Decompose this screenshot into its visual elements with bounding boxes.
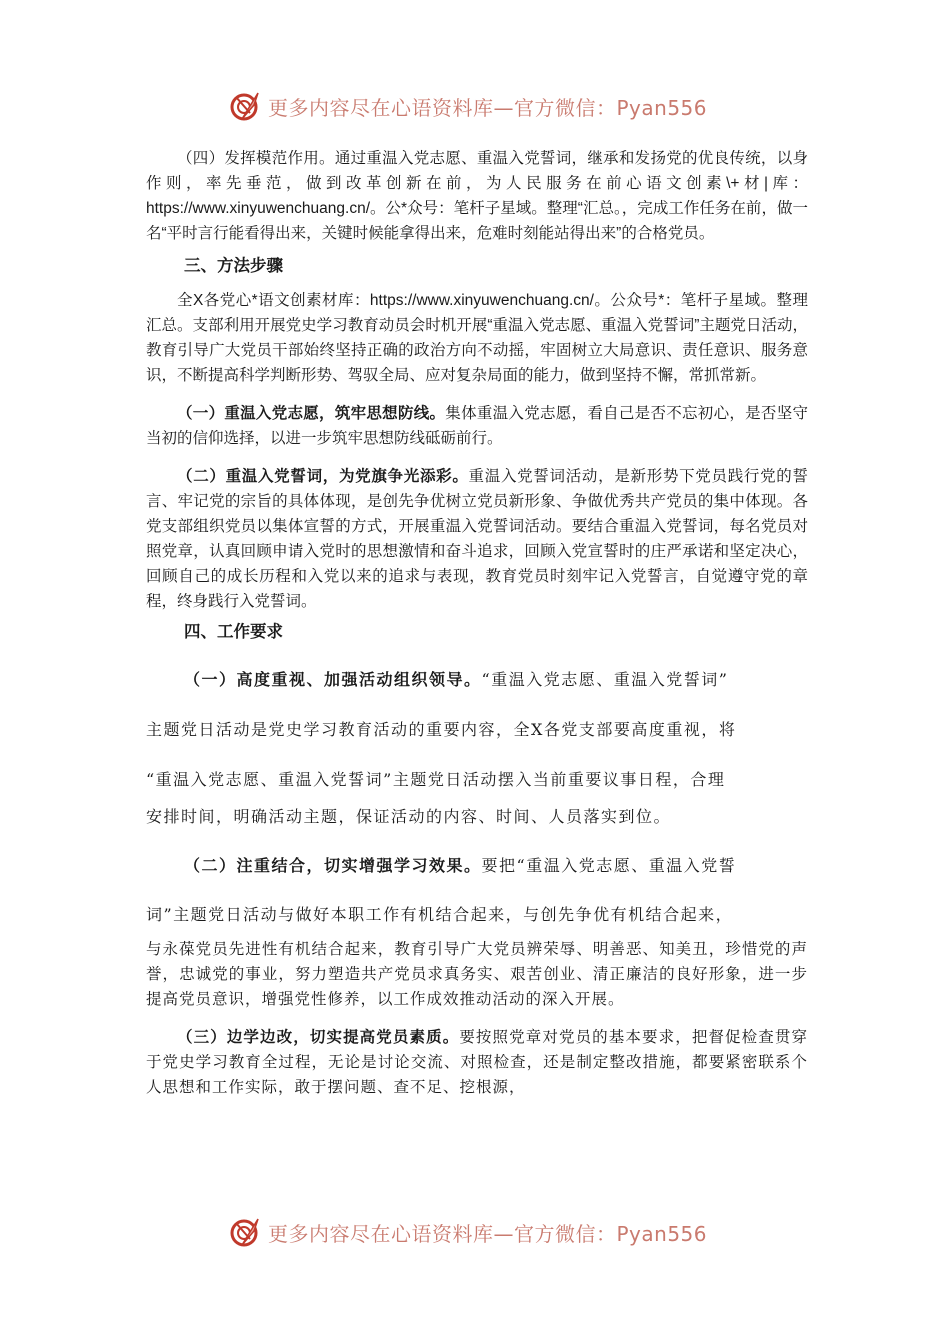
method-1-text: 集体重温入党志愿，看自己是否不忘初心，是否坚守当初的信仰选择，以进一步筑牢思想防线砥砺前行。: [146, 404, 808, 447]
paragraph-method-1: [146, 400, 808, 451]
paragraph-method-2: [146, 463, 808, 614]
requirement-2-text-a: 要把“重温入党志愿、重温入党誓: [481, 856, 737, 875]
requirement-1-line-1: [146, 667, 808, 692]
header-watermark-banner: [228, 86, 728, 126]
requirement-2-line-2: 词”主题党日活动与做好本职工作有机结合起来，与创先争优有机结合起来，: [146, 905, 734, 924]
requirement-1-line-2: 主题党日活动是党史学习教育活动的重要内容，全X各党支部要高度重视，将: [146, 720, 737, 739]
method-2-text: 重温入党誓词活动，是新形势下党员践行党的誓言、牢记党的宗旨的具体体现，是创先争优树立党员新形象、争做优秀共产党员的集中体现。各党支部组织党员以集体宣誓的方式，开展重温入党誓词活动。要结合重温入党誓词，每名党员对照党章，认真回顾申请入党时的思想激情和奋斗追求，回顾入党宣誓时的庄严承诺和坚定决心，回顾自己的成长历程和入党以来的追求与表现，教育党员时刻牢记入党誓言，自觉遵守党的章程，终身践行入党誓词。: [146, 467, 808, 610]
requirement-1: [146, 667, 808, 829]
paragraph-exemplary-role: （四）发挥模范作用。通过重温入党志愿、重温入党誓词，继承和发扬党的优良传统，以身作则，率先垂范，做到改革创新在前，为人民服务在前心语文创素\+材|库：https://www.xinyuwenchuang.cn/。公*众号：笔杆子星域。整理“汇总。，完成工作任务在前，做一名“平时言行能看得出来，关键时候能拿得出来，危难时刻能站得出来”的合格党员。: [146, 150, 808, 242]
requirement-1-line-4: 安排时间，明确活动主题，保证活动的内容、时间、人员落实到位。: [146, 807, 672, 826]
paragraph-methods: 全X各党心*语文创素材库：https://www.xinyuwenchuang.cn/。公众号*：笔杆子星域。整理汇总。支部利用开展党史学习教育动员会时机开展“重温入党志愿、重温入党誓词”主题党日活动，教育引导广大党员干部始终坚持正确的政治方向不动摇，牢固树立大局意识、责任意识、服务意识，不断提高科学判断形势、驾驭全局、应对复杂局面的能力，做到坚持不懈，常抓常新。: [146, 292, 808, 384]
method-2-title: （二）重温入党誓词，为党旗争光添彩。: [177, 466, 469, 485]
heading-work-requirements: 四、工作要求: [184, 623, 283, 641]
requirement-1-line-3: “重温入党志愿、重温入党誓词”主题党日活动摆入当前重要议事日程，合理: [146, 770, 726, 789]
banner-text: 更多内容尽在心语资料库—官方微信：Pyan556: [268, 95, 708, 120]
requirement-2-title: （二）注重结合，切实增强学习效果。: [184, 856, 482, 875]
requirement-2: [146, 853, 808, 1012]
requirement-1-title: （一）高度重视、加强活动组织领导。: [184, 670, 482, 689]
method-1-title: （一）重温入党志愿，筑牢思想防线。: [177, 403, 446, 422]
requirement-2-rest: 与永葆党员先进性有机结合起来，教育引导广大党员辨荣辱、明善恶、知美丑，珍惜党的声誉，忠诚党的事业，努力塑造共产党员求真务实、艰苦创业、清正廉洁的良好形象，进一步提高党员意识，增强党性修养，以工作成效推动活动的深入开展。: [146, 940, 808, 1008]
requirement-2-line-1: [146, 853, 808, 878]
banner-text: 更多内容尽在心语资料库—官方微信：Pyan556: [268, 1221, 708, 1246]
document-body: [146, 146, 808, 1100]
requirement-3-title: （三）边学边改，切实提高党员素质。: [177, 1027, 460, 1046]
requirement-1-text-a: “重温入党志愿、重温入党誓词”: [481, 670, 729, 689]
quill-logo-icon: [228, 89, 262, 123]
requirement-3-text: 要按照党章对党员的基本要求，把督促检查贯穿于党史学习教育全过程，无论是讨论交流、对照检查，还是制定整改措施，都要紧密联系个人思想和工作实际，敢于摆问题、查不足、挖根源，: [146, 1028, 808, 1096]
heading-methods-steps: 三、方法步骤: [184, 257, 283, 275]
footer-watermark-banner: [228, 1212, 728, 1252]
quill-logo-icon: [228, 1215, 262, 1249]
paragraph-requirement-3: [146, 1024, 808, 1100]
